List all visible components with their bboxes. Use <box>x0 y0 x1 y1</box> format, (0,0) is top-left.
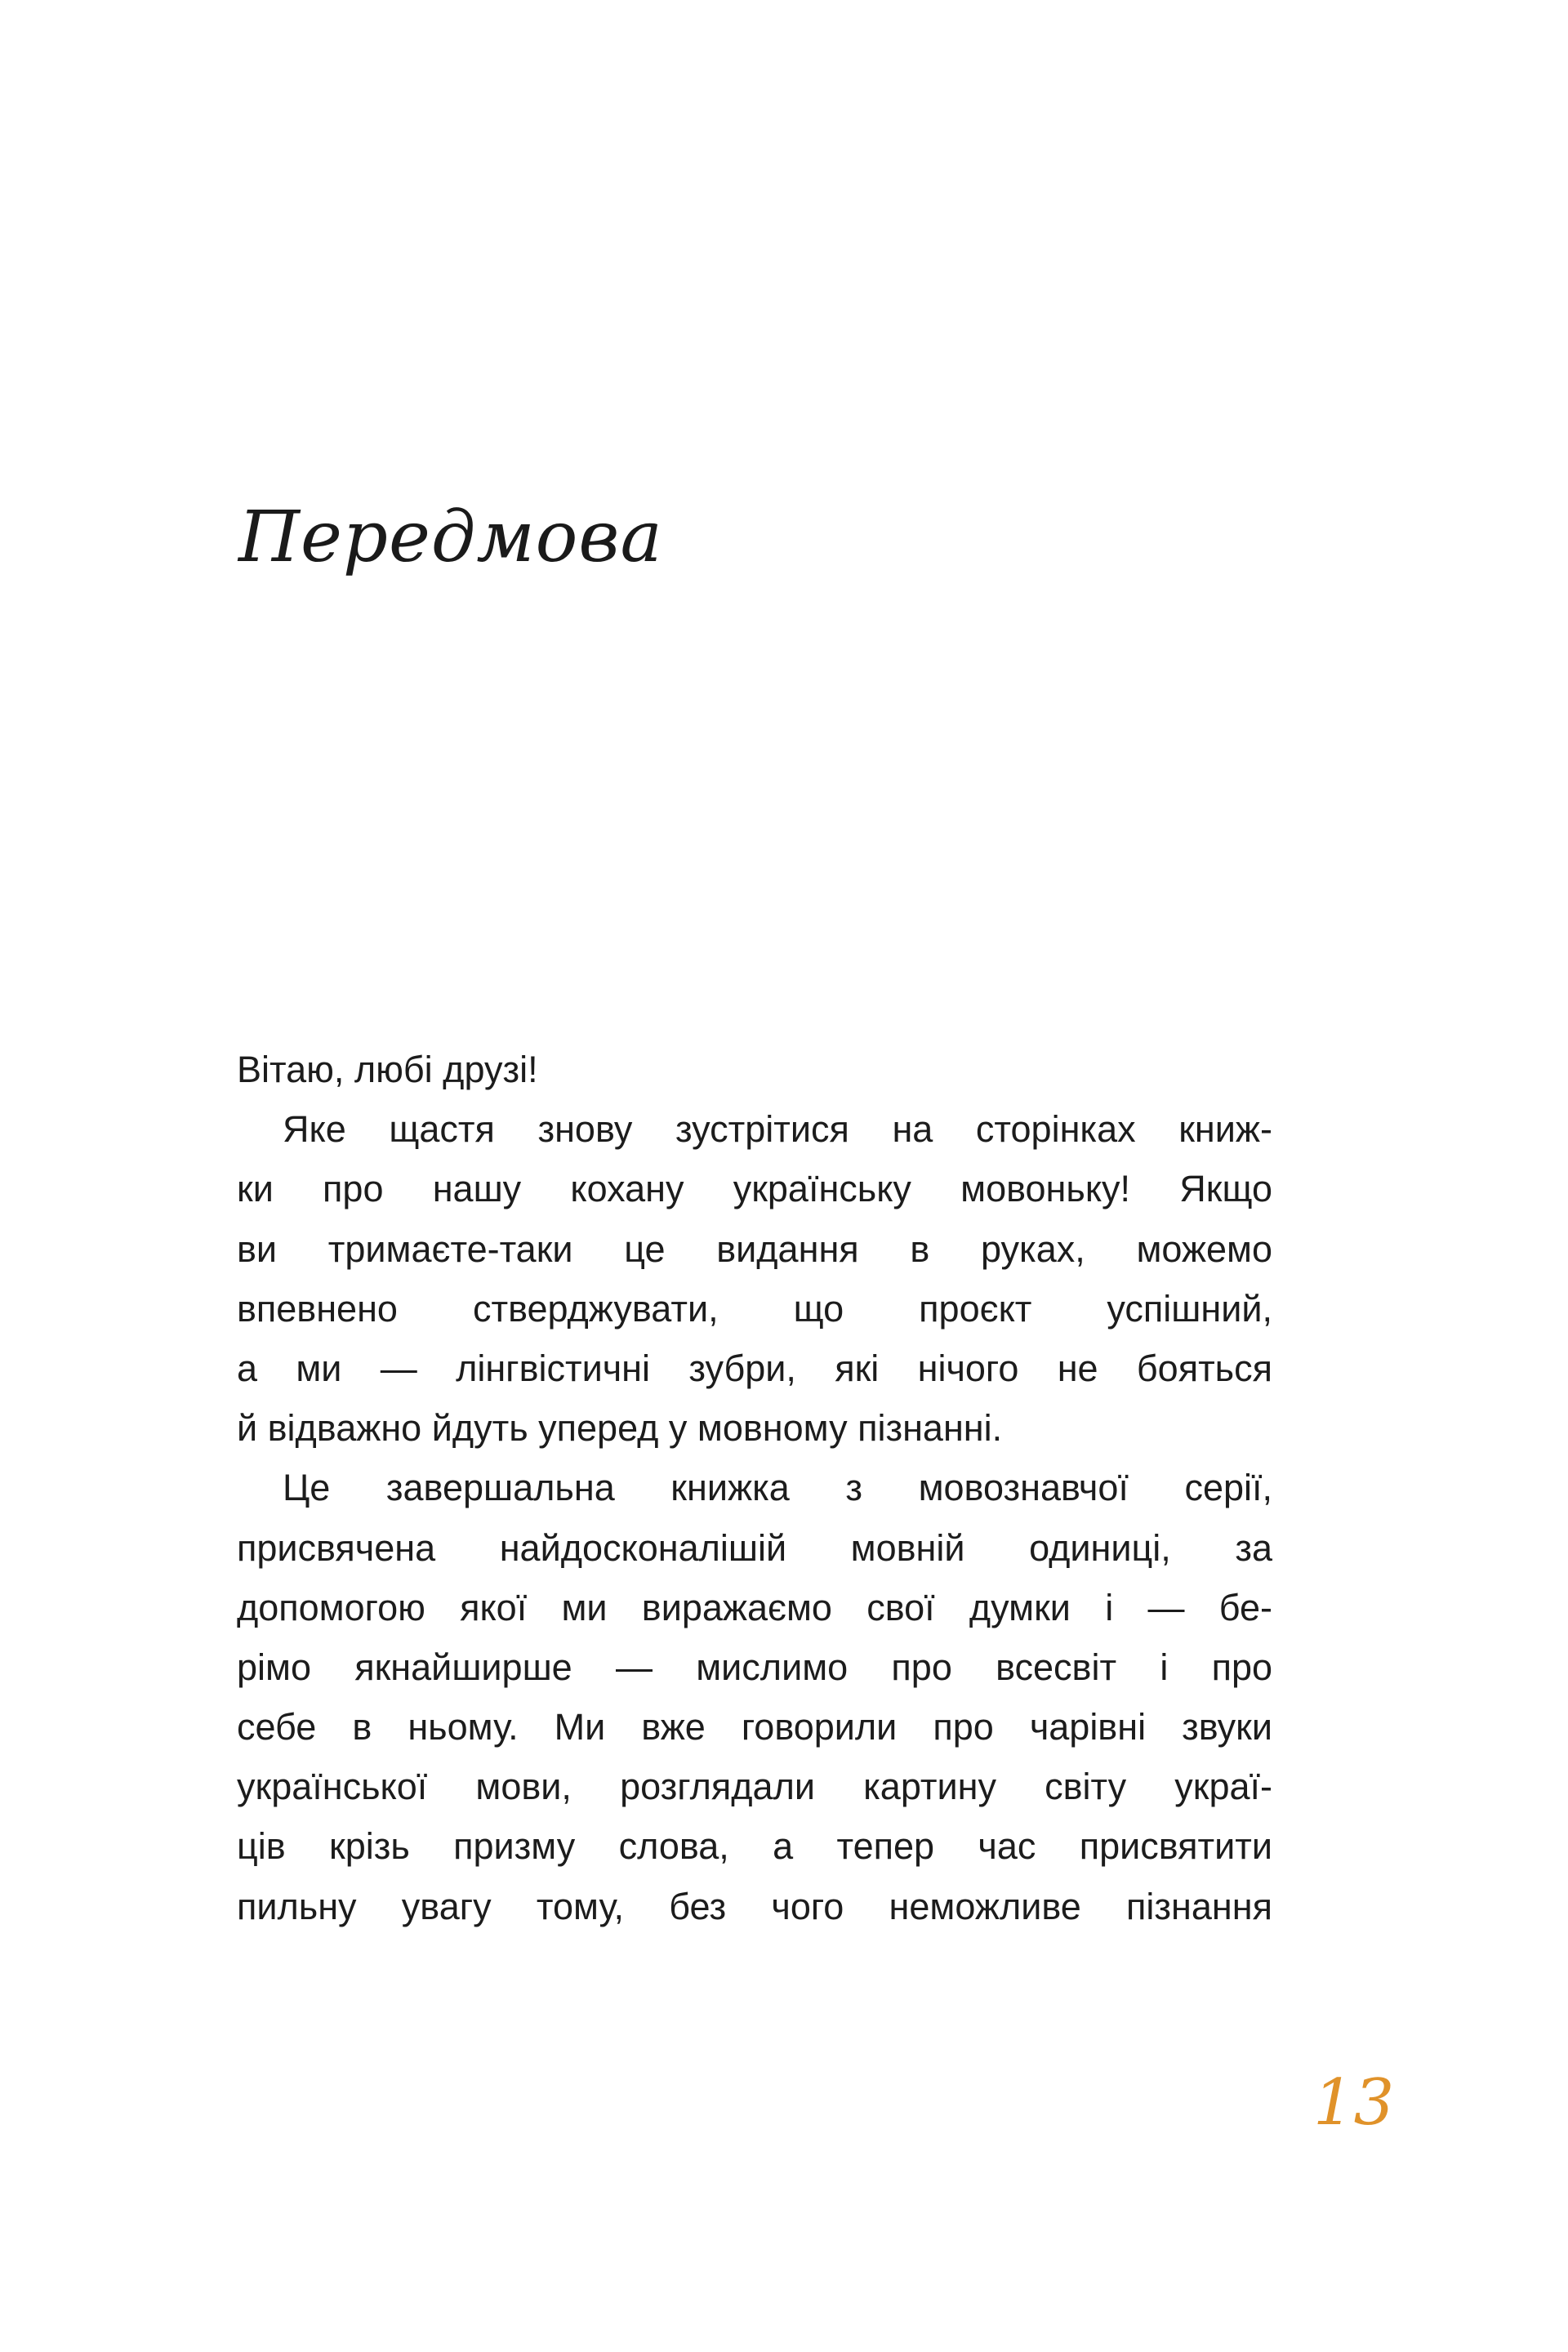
paragraph-line: Яке щастя знову зустрітися на сторінках книж- <box>283 1108 1272 1151</box>
paragraph-line: присвячена найдосконалішій мовній одиниці, за <box>237 1526 1272 1569</box>
paragraph-line: впевнено стверджувати, що проєкт успішний, <box>237 1287 1272 1330</box>
paragraph-line: допомогою якої ми виражаємо свої думки і — бе- <box>237 1586 1272 1628</box>
greeting-line: Вітаю, любі друзі! <box>237 1049 538 1090</box>
paragraph-line: рімо якнайширше — мислимо про всесвіт і про <box>237 1646 1272 1688</box>
paragraph-line: а ми — лінгвістичні зубри, які нічого не бояться <box>237 1347 1272 1389</box>
paragraph-line: ви тримаєте-таки це видання в руках, можемо <box>237 1227 1272 1270</box>
page-number: 13 <box>1313 2066 1395 2140</box>
paragraph-line: й відважно йдуть уперед у мовному пізнанні. <box>237 1407 1003 1450</box>
body-text <box>237 1040 1272 1936</box>
paragraph-line: пильну увагу тому, без чого неможливе пізнання <box>237 1885 1272 1927</box>
paragraph-line: ців крізь призму слова, а тепер час присвятити <box>237 1825 1272 1868</box>
paragraph-line: Це завершальна книжка з мовознавчої серії, <box>283 1467 1272 1509</box>
paragraph-line: себе в ньому. Ми вже говорили про чарівні звуки <box>237 1706 1272 1748</box>
paragraph-line: ки про нашу кохану українську мовоньку! Якщо <box>237 1168 1272 1210</box>
chapter-title: Передмова <box>238 497 663 578</box>
paragraph-line: української мови, розглядали картину світу украї- <box>237 1766 1272 1808</box>
